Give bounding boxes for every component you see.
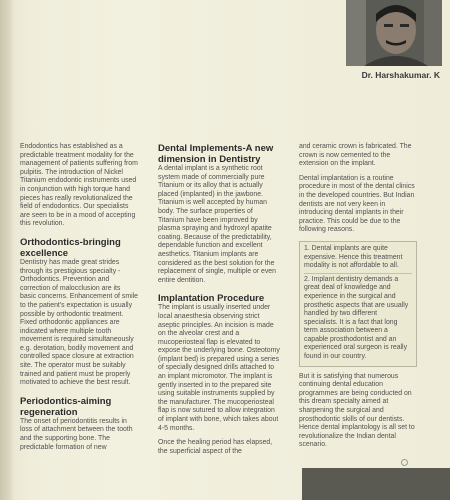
author-photo (346, 0, 442, 66)
bottom-photo-strip (302, 468, 450, 500)
periodontics-heading: Periodontics-aiming regeneration (20, 395, 112, 418)
dental-implants-heading: Dental Implements-A new dimension in Dentistry (158, 143, 274, 165)
crown-paragraph: and ceramic crown is fabricated. The crown is now cemented to the extension on the implant. (299, 143, 412, 168)
reason-1: 1. Dental implants are quite expensive. Hence this treatment modality is not affordable to all. (304, 244, 403, 270)
author-name-caption: Dr. Harshakumar. K (361, 70, 440, 80)
reasons-box (299, 241, 417, 367)
column-2 (158, 143, 280, 456)
dental-implants-paragraph: A dental implant is a synthetic root system made of commercially pure Titanium or its alloy that is actually placed (implanted) in the jawbone. Titanium is well accepted by human body. The surface properties of Titanium have been improved by plasma spraying and hydroxyl apatite coating. Because of the predictability, dependable function and excellent aesthetics. Titanium implants are considered as the best solution for the replacement of single, multiple or even entire dentition. (158, 165, 276, 284)
column-1 (20, 143, 138, 452)
implantation-procedure-heading: Implantation Procedure (158, 293, 265, 305)
routine-procedure-paragraph: Dental implantation is a routine procedure in most of the dental clinics in the developed countries. But Indian dentists are not very keen in introducing dental implants in their practice. This could be due to the following reasons. (299, 174, 415, 234)
page-spine-shadow (0, 0, 14, 500)
orthodontics-paragraph: Dentistry has made great strides through its prestigious specialty - Orthodontics. Prevention and correction of malocclusion are its basic concerns. Enhancement of smile to the patient's expectation is usually possible by orthodontic treatment. Fixed orthodontic appliances are indicated where multiple tooth movement is required simultaneously e.g. derotation, bodily movement and controlled space closure at extraction site. The operator must be suitably trained and patient must be properly motivated to achieve the best result. (20, 258, 138, 387)
orthodontics-heading: Orthodontics-bringing excellence (20, 236, 121, 259)
column-3 (299, 143, 417, 450)
periodontics-paragraph: The onset of periodontitis results in loss of attachment between the tooth and the supporting bone. The predictable formation of new (20, 417, 133, 451)
reason-2: 2. Implant dentistry demands a great deal of knowledge and experience in the surgical and prosthetic aspects that are usually handled by two different specialists. It is a fact that long term association between a capable prosthodontist and an experienced oral surgeon is really found in our country. (304, 275, 409, 361)
conclusion-paragraph: But it is satisfying that numerous continuing dental education programmes are being conducted on this dream specialty aimed at sharpening the surgical and prosthodontic skills of our dentists. Hence dental implantology is all set to revolutionalize the Indian dental scenario. (299, 372, 415, 449)
endodontics-paragraph: Endodontics has established as a predictable treatment modality for the management of patients suffering from pulpitis. The introduction of Nickel Titanium endodontic instruments used in conjunction with high torque hand pieces has really revolutionalized the field of endodontics. Our specialists are seen to be in a mood of accepting this revolution. (20, 143, 138, 228)
corner-mark (439, 25, 447, 33)
healing-paragraph: Once the healing period has elapsed, the superficial aspect of the (158, 439, 273, 455)
implantation-procedure-paragraph: The implant is usually inserted under local anaesthesia observing strict aseptic principles. An incision is made on the alveolar crest and a mucoperiosteal flap is elevated to expose the underlying bone. Osteotomy (implant bed) is prepared using a series of specially designed drills attached to an implant micromotor. The implant is gently inserted in to the prepared site using suitable instruments supplied by the manufacturer. The mucoperiosteal flap is now sutured to allow integration of implant with bone, which takes about 4-5 months. (158, 304, 280, 432)
end-bullet-icon (401, 459, 408, 466)
